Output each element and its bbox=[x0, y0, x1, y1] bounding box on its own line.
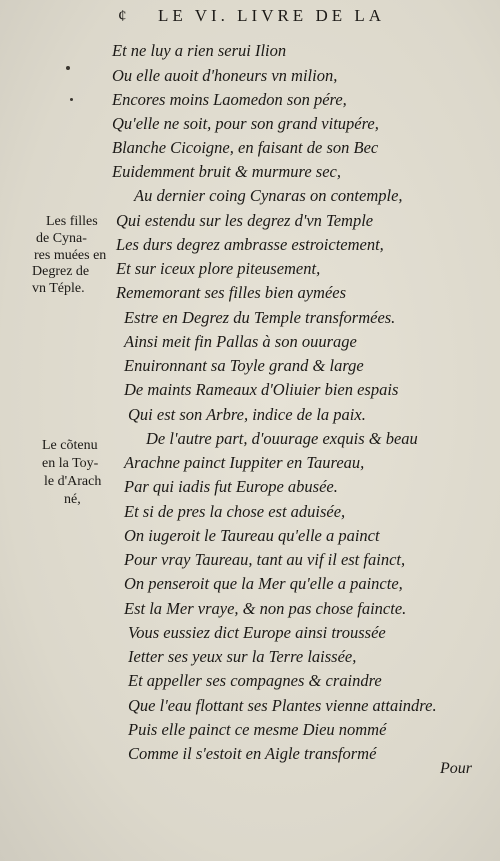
running-title: LE VI. LIVRE DE LA bbox=[158, 6, 386, 25]
verse-line: Et si de pres la chose est aduisée, bbox=[124, 502, 346, 521]
margin-note: Le cõtenu bbox=[42, 438, 98, 453]
verse-line: Euidemment bruit & murmure sec, bbox=[112, 162, 341, 181]
verse-line: De maints Rameaux d'Oliuier bien espais bbox=[124, 380, 399, 399]
verse-line: Blanche Cicoigne, en faisant de son Bec bbox=[112, 138, 379, 157]
verse-line: Ietter ses yeux sur la Terre laissée, bbox=[128, 647, 357, 666]
verse-line: Que l'eau flottant ses Plantes vienne attaindre. bbox=[128, 696, 437, 715]
verse-line: Comme il s'estoit en Aigle transformé bbox=[128, 744, 377, 763]
margin-note: Les filles bbox=[46, 214, 98, 229]
margin-note: res muées en bbox=[34, 248, 107, 263]
running-header bbox=[0, 6, 500, 28]
verse-line: Et ne luy a rien serui Ilion bbox=[112, 41, 287, 60]
verse-line: Estre en Degrez du Temple transformées. bbox=[124, 308, 396, 327]
margin-note: vn Téple. bbox=[32, 281, 85, 296]
margin-note: né, bbox=[64, 492, 81, 507]
verse-line: Encores moins Laomedon son pére, bbox=[112, 90, 347, 109]
ink-speck bbox=[70, 98, 73, 101]
verse-line: Rememorant ses filles bien aymées bbox=[116, 283, 347, 302]
verse-line: Et sur iceux plore piteusement, bbox=[116, 259, 321, 278]
margin-note: le d'Arach bbox=[44, 474, 102, 489]
verse-line: Qui estendu sur les degrez d'vn Temple bbox=[116, 211, 374, 230]
verse-line: Et appeller ses compagnes & craindre bbox=[128, 671, 382, 690]
verse-line: On iugeroit le Taureau qu'elle a painct bbox=[124, 526, 380, 545]
verse-line: Arachne painct Iuppiter en Taureau, bbox=[124, 453, 365, 472]
verse-line: Qu'elle ne soit, pour son grand vitupére, bbox=[112, 114, 379, 133]
verse-line: Est la Mer vraye, & non pas chose faincte. bbox=[124, 599, 407, 618]
catchword: Pour bbox=[440, 760, 472, 777]
verse-line: Qui est son Arbre, indice de la paix. bbox=[128, 405, 366, 424]
verse-line: Au dernier coing Cynaras on contemple, bbox=[134, 186, 403, 205]
verse-line: Enuironnant sa Toyle grand & large bbox=[124, 356, 364, 375]
verse-line: Les durs degrez ambrasse estroictement, bbox=[116, 235, 384, 254]
ink-speck bbox=[66, 66, 70, 70]
verse-line: On penseroit que la Mer qu'elle a paincte, bbox=[124, 574, 403, 593]
verse-line: Par qui iadis fut Europe abusée. bbox=[124, 477, 338, 496]
margin-note: Degrez de bbox=[32, 264, 90, 279]
verse-line: Pour vray Taureau, tant au vif il est fainct, bbox=[124, 550, 406, 569]
verse-line: Puis elle painct ce mesme Dieu nommé bbox=[128, 720, 387, 739]
verse-line: Ou elle auoit d'honeurs vn milion, bbox=[112, 66, 338, 85]
margin-note: de Cyna- bbox=[36, 231, 87, 246]
verse-line: Ainsi meit fin Pallas à son ouurage bbox=[124, 332, 357, 351]
verse-line: De l'autre part, d'ouurage exquis & beau bbox=[146, 429, 418, 448]
folio-mark: ¢ bbox=[118, 6, 127, 25]
verse-line: Vous eussiez dict Europe ainsi troussée bbox=[128, 623, 386, 642]
margin-note: en la Toy- bbox=[42, 456, 99, 471]
